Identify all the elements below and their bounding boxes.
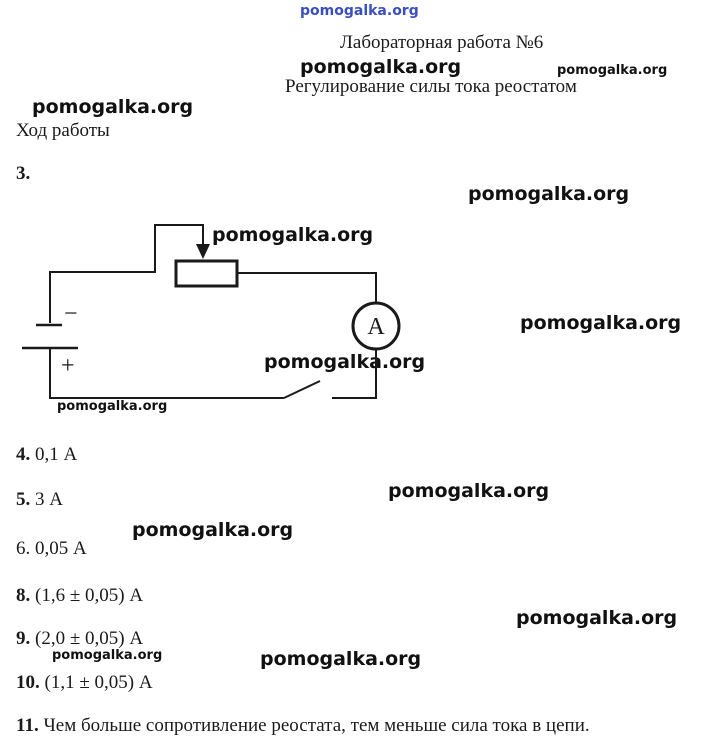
switch-blade — [284, 381, 320, 398]
watermark: pomogalka.org — [516, 607, 678, 629]
step-10 — [16, 672, 153, 694]
rheostat-slider-arrow — [196, 244, 210, 259]
wire-bottom — [50, 348, 284, 398]
wire-right-bottom — [332, 349, 376, 398]
circuit-diagram — [0, 215, 420, 405]
step-number: 10. — [16, 672, 40, 693]
wire-top-right — [237, 273, 376, 303]
page-subtitle: Регулирование силы тока реостатом — [285, 76, 577, 97]
step-9 — [16, 628, 143, 650]
watermark: pomogalka.org — [57, 399, 168, 414]
battery-plus-sign: + — [61, 353, 75, 379]
step-number: 5. — [16, 489, 31, 510]
watermark: pomogalka.org — [132, 519, 294, 541]
watermark: pomogalka.org — [468, 183, 630, 205]
watermark: pomogalka.org — [557, 63, 668, 78]
watermark: pomogalka.org — [260, 648, 422, 670]
step-8 — [16, 585, 143, 607]
step-text: (1,1 ± 0,05) А — [39, 672, 153, 693]
watermark: pomogalka.org — [300, 56, 462, 78]
watermark: pomogalka.org — [32, 96, 194, 118]
watermark: pomogalka.org — [52, 648, 163, 663]
rheostat-body — [176, 261, 237, 286]
step-6 — [16, 538, 87, 560]
page-title: Лабораторная работа №6 — [340, 32, 544, 53]
step-4 — [16, 444, 77, 466]
watermark: pomogalka.org — [264, 351, 426, 373]
watermark: pomogalka.org — [388, 480, 550, 502]
step-number: 9. — [16, 628, 31, 649]
step-number: 11. — [16, 715, 39, 736]
step-text: (1,6 ± 0,05) А — [30, 585, 144, 606]
battery-minus-sign: − — [64, 301, 78, 327]
ammeter-label: A — [367, 314, 385, 340]
step-5 — [16, 489, 63, 511]
step-text: 0,1 А — [30, 444, 78, 465]
section-label: Ход работы — [16, 120, 110, 141]
step-number: 8. — [16, 585, 31, 606]
step-text: (2,0 ± 0,05) А — [30, 628, 144, 649]
step-number: 3. — [16, 163, 31, 184]
step-11 — [16, 715, 590, 737]
step-number: 4. — [16, 444, 31, 465]
step-text: 3 А — [30, 489, 63, 510]
watermark-top: pomogalka.org — [300, 3, 419, 19]
step-text: 6. 0,05 А — [16, 538, 87, 559]
step-3 — [16, 163, 30, 185]
step-text: Чем больше сопротивление реостата, тем меньше сила тока в цепи. — [38, 715, 590, 736]
watermark: pomogalka.org — [212, 224, 374, 246]
watermark: pomogalka.org — [520, 312, 682, 334]
